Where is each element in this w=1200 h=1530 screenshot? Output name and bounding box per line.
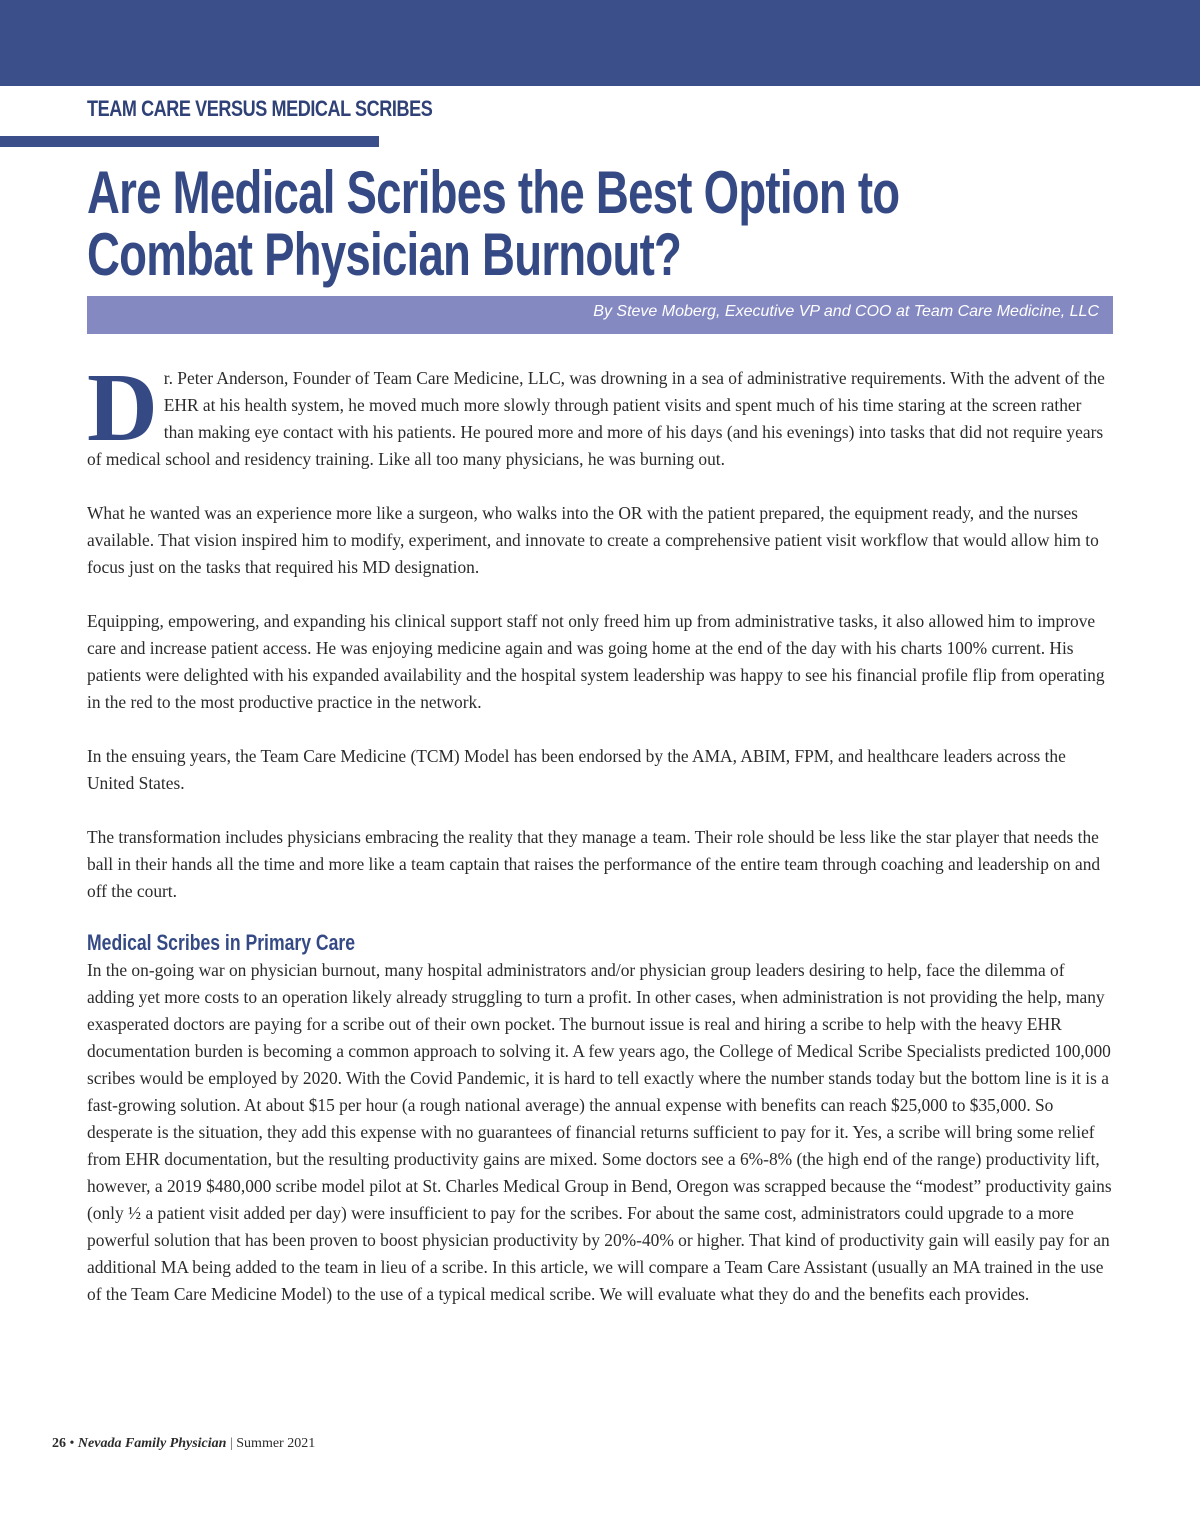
issue-date: Summer 2021 [236, 1436, 316, 1451]
headline-line-2: Combat Physician Burnout? [87, 221, 682, 288]
section-label: TEAM CARE VERSUS MEDICAL SCRIBES [87, 96, 433, 121]
article-headline [87, 159, 900, 288]
paragraph-1 [87, 354, 1113, 473]
page-footer [52, 1436, 315, 1452]
paragraph-2: What he wanted was an experience more like a surgeon, who walks into the OR with the patient prepared, the equipment ready, and the nurses available. That vision inspired him to modify, experiment, and innovate to create a comprehensive patient visit workflow that would allow him to focus just on the tasks that required his MD designation. [87, 503, 1099, 577]
header-band [0, 0, 1200, 86]
byline-bar [87, 296, 1113, 334]
section-rule [0, 136, 379, 147]
publication-name: Nevada Family Physician [77, 1436, 227, 1451]
subheading: Medical Scribes in Primary Care [87, 930, 356, 955]
paragraph-6: In the on-going war on physician burnout, many hospital administrators and/or physician group leaders desiring to help, face the dilemma of adding yet more costs to an operation likely already struggling to turn a profit. In other cases, when administration is not providing the help, many exasperated doctors are paying for a scribe out of their own pocket. The burnout issue is real and hiring a scribe to help with the heavy EHR documentation burden is becoming a common approach to solving it. A few years ago, the College of Medical Scribe Specialists predicted 100,000 scribes would be employed by 2020. With the Covid Pandemic, it is hard to tell exactly where the number stands today but the bottom line is it is a fast-growing solution. At about $15 per hour (a rough national average) the annual expense with benefits can reach $25,000 to $35,000. So desperate is the situation, they add this expense with no guarantees of financial returns sufficient to pay for it. Yes, a scribe will bring some relief from EHR documentation, but the resulting productivity gains are mixed. Some doctors see a 6%-8% (the high end of the range) productivity lift, however, a 2019 $480,000 scribe model pilot at St. Charles Medical Group in Bend, Oregon was scrapped because the “modest” productivity gains (only ½ a patient visit added per day) were insufficient to pay for the scribes. For about the same cost, administrators could upgrade to a more powerful solution that has been proven to boost physician productivity by 20%-40% or higher. That kind of productivity gain will easily pay for an additional MA being added to the team in lieu of a scribe. In this article, we will compare a Team Care Assistant (usually an MA trained in the use of the Team Care Medicine Model) to the use of a typical medical scribe. We will evaluate what they do and the benefits each provides. [87, 960, 1112, 1304]
article-body [87, 354, 1113, 1335]
paragraph-3: Equipping, empowering, and expanding his clinical support staff not only freed him up from administrative tasks, it also allowed him to improve care and increase patient access. He was enjoying medicine again and was going home at the end of the day with his charts 100% current. His patients were delighted with his expanded availability and the hospital system leadership was happy to see his financial profile flip from operating in the red to the most productive practice in the network. [87, 611, 1105, 712]
footer-bullet: • [69, 1436, 75, 1451]
footer-divider: | [229, 1436, 233, 1451]
drop-cap: D [87, 354, 158, 462]
paragraph-4: In the ensuing years, the Team Care Medicine (TCM) Model has been endorsed by the AMA, ABIM, FPM, and healthcare leaders across the United States. [87, 746, 1066, 793]
headline-line-1: Are Medical Scribes the Best Option to [87, 159, 900, 226]
paragraph-5: The transformation includes physicians embracing the reality that they manage a team. Their role should be less like the star player that needs the ball in their hands all the time and more like a team captain that raises the performance of the entire team through coaching and leadership on and off the court. [87, 827, 1101, 901]
page-number: 26 [52, 1436, 66, 1451]
byline: By Steve Moberg, Executive VP and COO at Team Care Medicine, LLC [593, 303, 1099, 320]
paragraph-1-text: r. Peter Anderson, Founder of Team Care Medicine, LLC, was drowning in a sea of administrative requirements. With the advent of the EHR at his health system, he moved much more slowly through patient visits and spent much of his time staring at the screen rather than making eye contact with his patients. He poured more and more of his days (and his evenings) into tasks that did not require years of medical school and residency training. Like all too many physicians, he was burning out. [87, 368, 1105, 469]
